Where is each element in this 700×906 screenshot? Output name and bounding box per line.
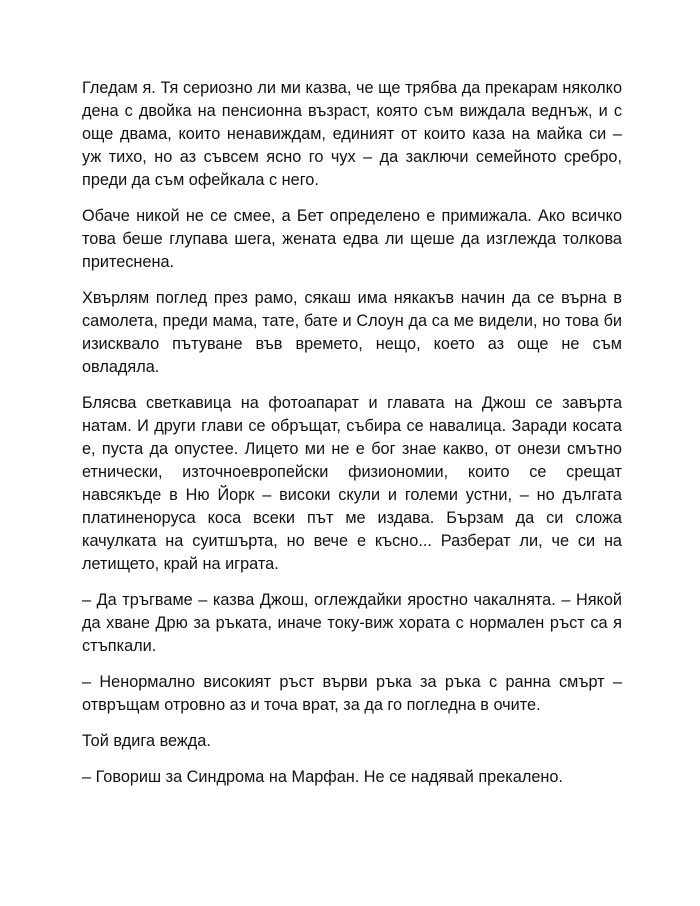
paragraph-5: – Да тръгваме – казва Джош, оглеждайки яростно чакалнята. – Някой да хване Дрю за ръката, иначе току-виж хората с нормален ръст са я стъпкали. — [82, 591, 622, 655]
paragraph-1: Гледам я. Тя сериозно ли ми казва, че ще трябва да прекарам няколко дена с двойка на пенсионна възраст, която съм виждала веднъж, и с още двама, които ненавиждам, единият от които каза на майка си – уж тихо, но аз съвсем ясно го чух – да заключи семейното сребро, преди да съм офейкала с него. — [82, 79, 622, 189]
paragraph-7: Той вдига вежда. — [82, 732, 211, 750]
paragraph-4: Блясва светкавица на фотоапарат и главата на Джош се завърта натам. И други глави се обръщат, събира се навалица. Заради косата е, пуста да опустее. Лицето ми не е бог знае какво, от онези смътно етнически, източноевропейски физиономии, които се срещат навсякъде в Ню Йорк – високи скули и големи устни, – но дългата платиненоруса коса всеки път ме издава. Бързам да си сложа качулката на суитшърта, но вече е късно... Разберат ли, че си на летището, край на играта. — [82, 394, 622, 573]
document-body — [82, 77, 622, 802]
paragraph-8: – Говориш за Синдрома на Марфан. Не се надявай прекалено. — [82, 768, 563, 786]
paragraph-6: – Ненормално високият ръст върви ръка за ръка с ранна смърт – отвръщам отровно аз и точа врат, за да го погледна в очите. — [82, 673, 622, 714]
paragraph-3: Хвърлям поглед през рамо, сякаш има някакъв начин да се върна в самолета, преди мама, тате, бате и Слоун да са ме видели, но това би изисквало пътуване във времето, нещо, което аз още не съм овладяла. — [82, 289, 622, 376]
paragraph-2: Обаче никой не се смее, а Бет определено е примижала. Ако всичко това беше глупава шега, жената едва ли щеше да изглежда толкова притеснена. — [82, 207, 622, 271]
